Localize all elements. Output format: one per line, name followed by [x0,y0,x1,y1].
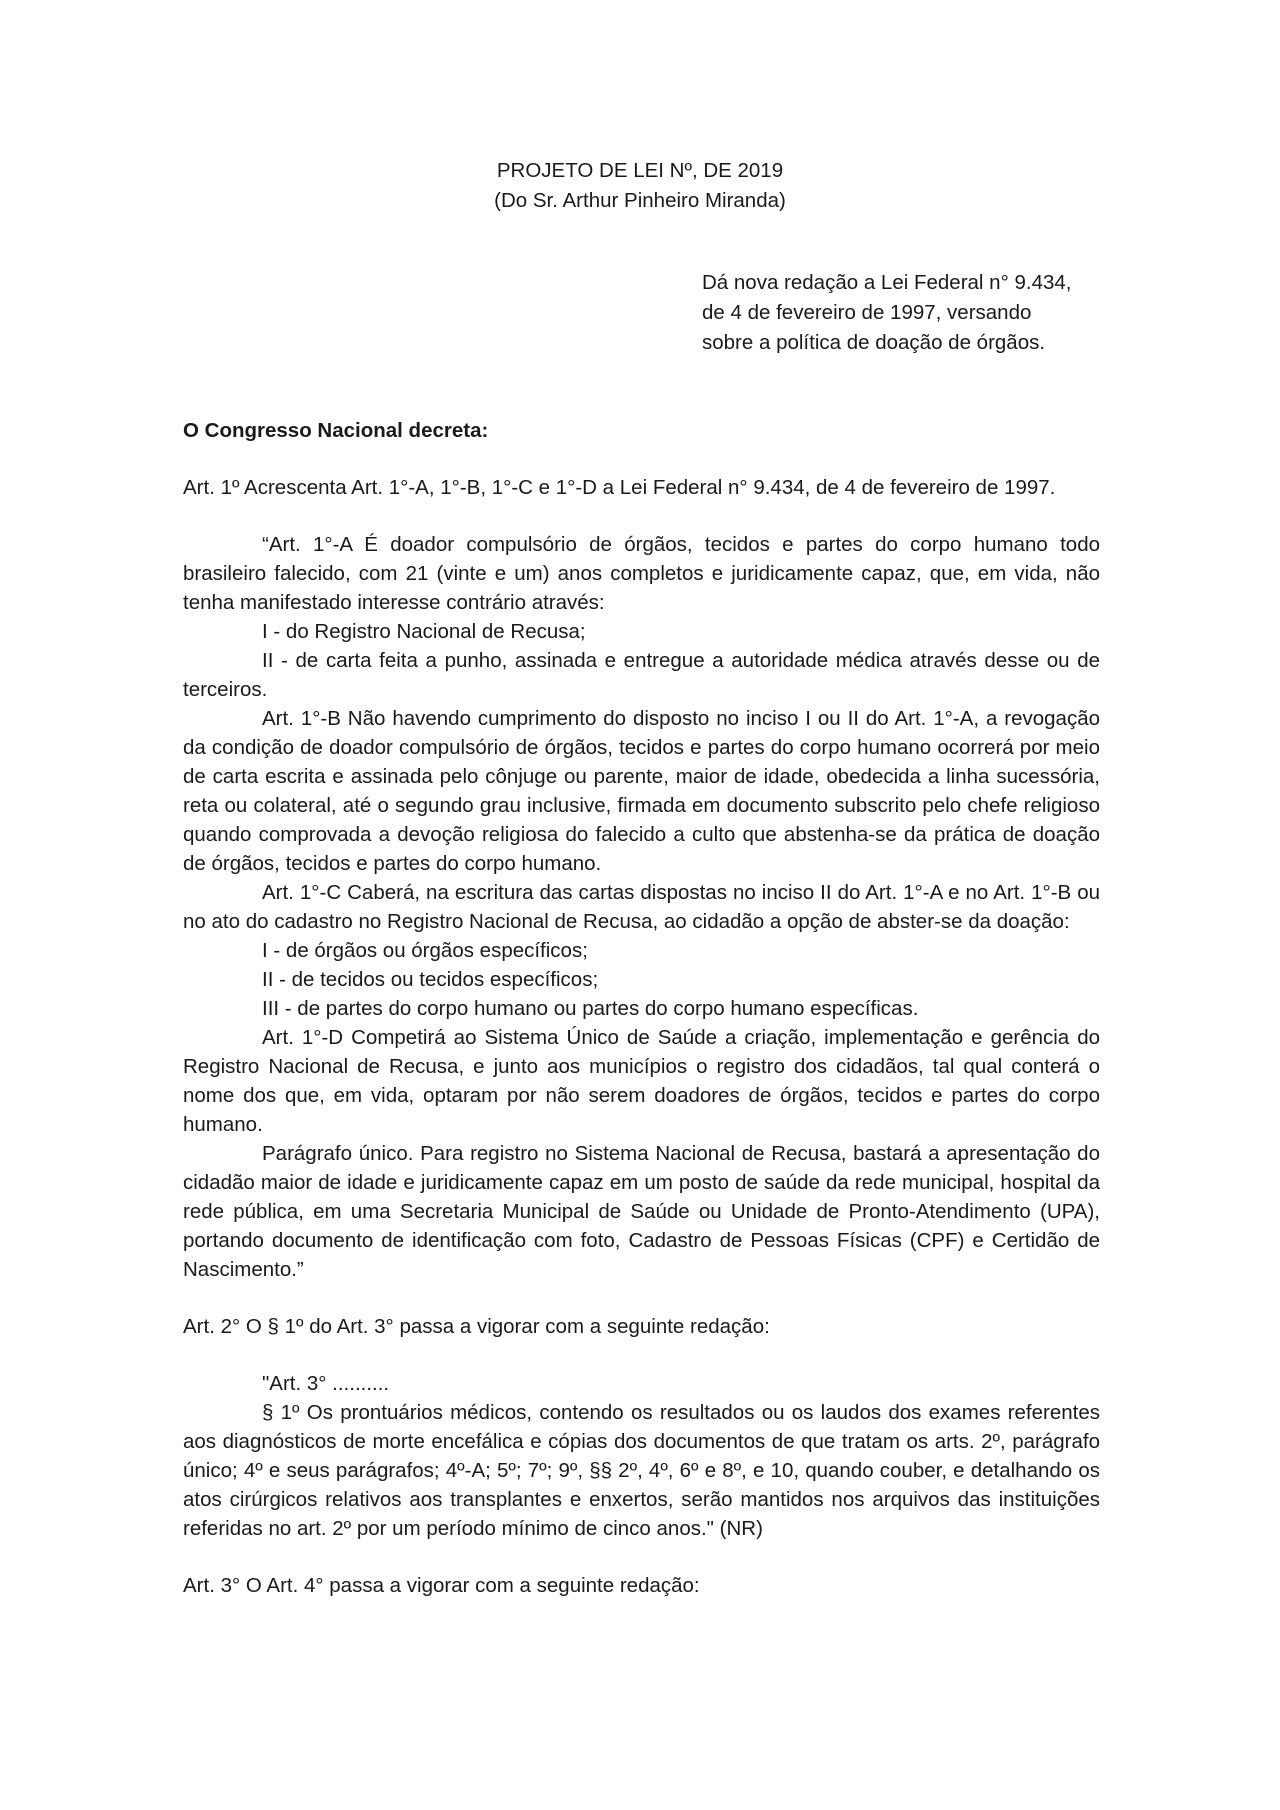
article-1c-item-i: I - de órgãos ou órgãos específicos; [262,939,588,962]
decree-heading: O Congresso Nacional decreta: [183,419,489,442]
document-header [0,156,1280,216]
sole-paragraph: Parágrafo único. Para registro no Sistema Nacional de Recusa, bastará a apresentação do cidadão maior de idade e juridicamente capaz em um posto de saúde da rede municipal, hospital da rede pública, em uma Secretaria Municipal de Saúde ou Unidade de Pronto-Atendimento (UPA), portando documento de identificação com foto, Cadastro de Pessoas Físicas (CPF) e Certidão de Nascimento.” [183,1142,1100,1281]
article-1a: “Art. 1°-A É doador compulsório de órgãos, tecidos e partes do corpo humano todo brasileiro falecido, com 21 (vinte e um) anos completos e juridicamente capaz, que, em vida, não tenha manifestado interesse contrário através: [183,533,1100,614]
ementa-line: de 4 de fevereiro de 1997, versando [702,301,1032,324]
article-1c-item-iii: III - de partes do corpo humano ou partes do corpo humano específicas. [262,997,919,1020]
article-3: Art. 3° O Art. 4° passa a vigorar com a seguinte redação: [183,1574,700,1597]
bill-author: (Do Sr. Arthur Pinheiro Miranda) [494,189,786,212]
article-1a-item-i: I - do Registro Nacional de Recusa; [262,620,586,643]
article-1c-item-ii: II - de tecidos ou tecidos específicos; [262,968,599,991]
article-3-paragraph-1: § 1º Os prontuários médicos, contendo os resultados ou os laudos dos exames referentes aos diagnósticos de morte encefálica e cópias dos documentos de que tratam os arts. 2º, parágrafo único; 4º e seus parágrafos; 4º-A; 5º; 7º; 9º, §§ 2º, 4º, 6º e 8º, e 10, quando couber, e detalhando os atos cirúrgicos relativos aos transplantes e enxertos, serão mantidos nos arquivos das instituições referidas no art. 2º por um período mínimo de cinco anos." (NR) [183,1401,1100,1540]
article-1: Art. 1º Acrescenta Art. 1°-A, 1°-B, 1°-C e 1°-D a Lei Federal n° 9.434, de 4 de fevereiro de 1997. [183,476,1056,499]
ementa [702,268,1142,358]
ementa-line: Dá nova redação a Lei Federal n° 9.434, [702,271,1072,294]
article-1d: Art. 1°-D Competirá ao Sistema Único de Saúde a criação, implementação e gerência do Registro Nacional de Recusa, e junto aos municípios o registro dos cidadãos, tal qual conterá o nome dos que, em vida, optaram por não serem doadores de órgãos, tecidos e partes do corpo humano. [183,1026,1100,1136]
article-3-quote: "Art. 3° .......... [262,1372,390,1395]
article-1b: Art. 1°-B Não havendo cumprimento do disposto no inciso I ou II do Art. 1°-A, a revogação da condição de doador compulsório de órgãos, tecidos e partes do corpo humano ocorrerá por meio de carta escrita e assinada pelo cônjuge ou parente, maior de idade, obedecida a linha sucessória, reta ou colateral, até o segundo grau inclusive, firmada em documento subscrito pelo chefe religioso quando comprovada a devoção religiosa do falecido a culto que abstenha-se da prática de doação de órgãos, tecidos e partes do corpo humano. [183,707,1100,875]
article-1a-item-ii: II - de carta feita a punho, assinada e entregue a autoridade médica através desse ou de terceiros. [183,649,1100,701]
article-2: Art. 2° O § 1º do Art. 3° passa a vigorar com a seguinte redação: [183,1315,770,1338]
ementa-line: sobre a política de doação de órgãos. [702,331,1046,354]
bill-title: PROJETO DE LEI Nº, DE 2019 [496,159,784,182]
article-1c: Art. 1°-C Caberá, na escritura das cartas dispostas no inciso II do Art. 1°-A e no Art. 1°-B ou no ato do cadastro no Registro Nacional de Recusa, ao cidadão a opção de abster-se da doação: [183,881,1100,933]
document-body [183,416,1100,1600]
